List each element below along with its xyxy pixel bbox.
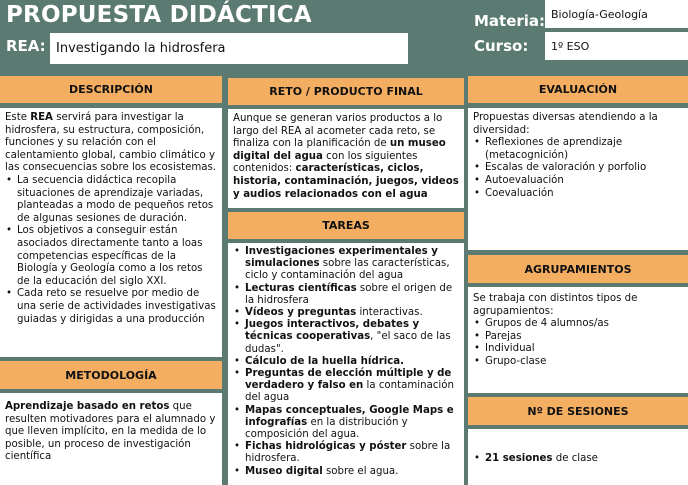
reto-header: RETO / PRODUCTO FINAL — [228, 78, 464, 105]
list-item: • Individual — [473, 343, 683, 356]
metodologia-panel: Aprendizaje basado en retos que resulten motivadores para el alumnado y que lleven implícito, en la medida de lo posible, un proceso de investigación científica — [0, 393, 222, 485]
descripcion-list — [5, 175, 217, 326]
agrupamientos-panel — [468, 287, 688, 393]
list-item: • Museo digital sobre el agua. — [233, 466, 459, 478]
evaluacion-header: EVALUACIÓN — [468, 76, 688, 103]
list-item: • Mapas conceptuales, Google Maps e infografías en la distribución y composición del agua. — [233, 405, 459, 442]
reto-panel: Aunque se generan varios productos a lo largo del REA al acometer cada reto, se finaliza con la planificación de un museo digital del agua con los siguientes contenidos: características, ciclos, historia, contaminación, juegos, videos y audios relacionados con el agua — [228, 109, 464, 208]
curso-field — [545, 32, 688, 60]
list-item: • Vídeos y preguntas interactivas. — [233, 307, 459, 319]
list-item: • Coevaluación — [473, 188, 683, 201]
list-item: • Investigaciones experimentales y simulaciones sobre las características, ciclo y contaminación del agua — [233, 246, 459, 283]
list-item: • Los objetivos a conseguir están asociados directamente tanto a loas competencias específicas de la Biología y Geología como a los retos de la educación del siglo XXI. — [5, 225, 217, 288]
descripcion-intro: Este REA servirá para investigar la hidrosfera, su estructura, composición, funciones y su relación con el calentamiento global, cambio climático y las consecuencias sobre los ecosistemas. — [5, 112, 217, 174]
descripcion-panel — [0, 108, 222, 357]
list-item: • Parejas — [473, 331, 683, 344]
curso-value: 1º ESO — [551, 39, 590, 53]
list-item: • Fichas hidrológicas y póster sobre la hidrosfera. — [233, 441, 459, 465]
tareas-list — [233, 246, 459, 478]
rea-label: REA: — [6, 37, 46, 55]
agrupamientos-header: AGRUPAMIENTOS — [468, 255, 688, 283]
list-item: • Juegos interactivos, debates y técnicas cooperativas, "el saco de las dudas". — [233, 319, 459, 356]
evaluacion-list — [473, 137, 683, 200]
list-item: • Cálculo de la huella hídrica. — [233, 356, 459, 368]
sesiones-header: Nº DE SESIONES — [468, 397, 688, 425]
list-item: • Grupos de 4 alumnos/as — [473, 318, 683, 331]
sesiones-panel — [468, 429, 688, 485]
descripcion-header: DESCRIPCIÓN — [0, 76, 222, 103]
agrupamientos-intro: Se trabaja con distintos tipos de agrupamientos: — [473, 293, 638, 317]
page-title: PROPUESTA DIDÁCTICA — [6, 2, 312, 28]
list-item: • Cada reto se resuelve por medio de una serie de actividades investigativas guiadas y dirigidas a una producción — [5, 288, 217, 326]
materia-field — [545, 0, 688, 28]
materia-label: Materia: — [474, 12, 546, 30]
materia-value: Biología-Geología — [551, 7, 648, 21]
evaluacion-intro: Propuestas diversas atendiendo a la diversidad: — [473, 112, 658, 136]
list-item: • Grupo-clase — [473, 356, 683, 369]
tareas-panel — [228, 243, 464, 485]
rea-value: Investigando la hidrosfera — [56, 41, 226, 56]
list-item: • La secuencia didáctica recopila situaciones de aprendizaje variadas, planteadas a modo de pequeños retos de algunas sesiones de duración. — [5, 175, 217, 225]
list-item: • Reflexiones de aprendizaje (metacognición) — [473, 137, 683, 162]
list-item: • 21 sesiones de clase — [473, 453, 683, 466]
tareas-header: TAREAS — [228, 212, 464, 239]
metodologia-header: METODOLOGÍA — [0, 361, 222, 389]
list-item: • Preguntas de elección múltiple y de verdadero y falso en la contaminación del agua — [233, 368, 459, 405]
rea-field — [50, 33, 408, 64]
list-item: • Escalas de valoración y porfolio — [473, 162, 683, 175]
curso-label: Curso: — [474, 37, 529, 55]
list-item: • Lecturas científicas sobre el origen de la hidrosfera — [233, 283, 459, 307]
agrupamientos-list — [473, 318, 683, 368]
evaluacion-panel — [468, 108, 688, 250]
list-item: • Autoevaluación — [473, 175, 683, 188]
